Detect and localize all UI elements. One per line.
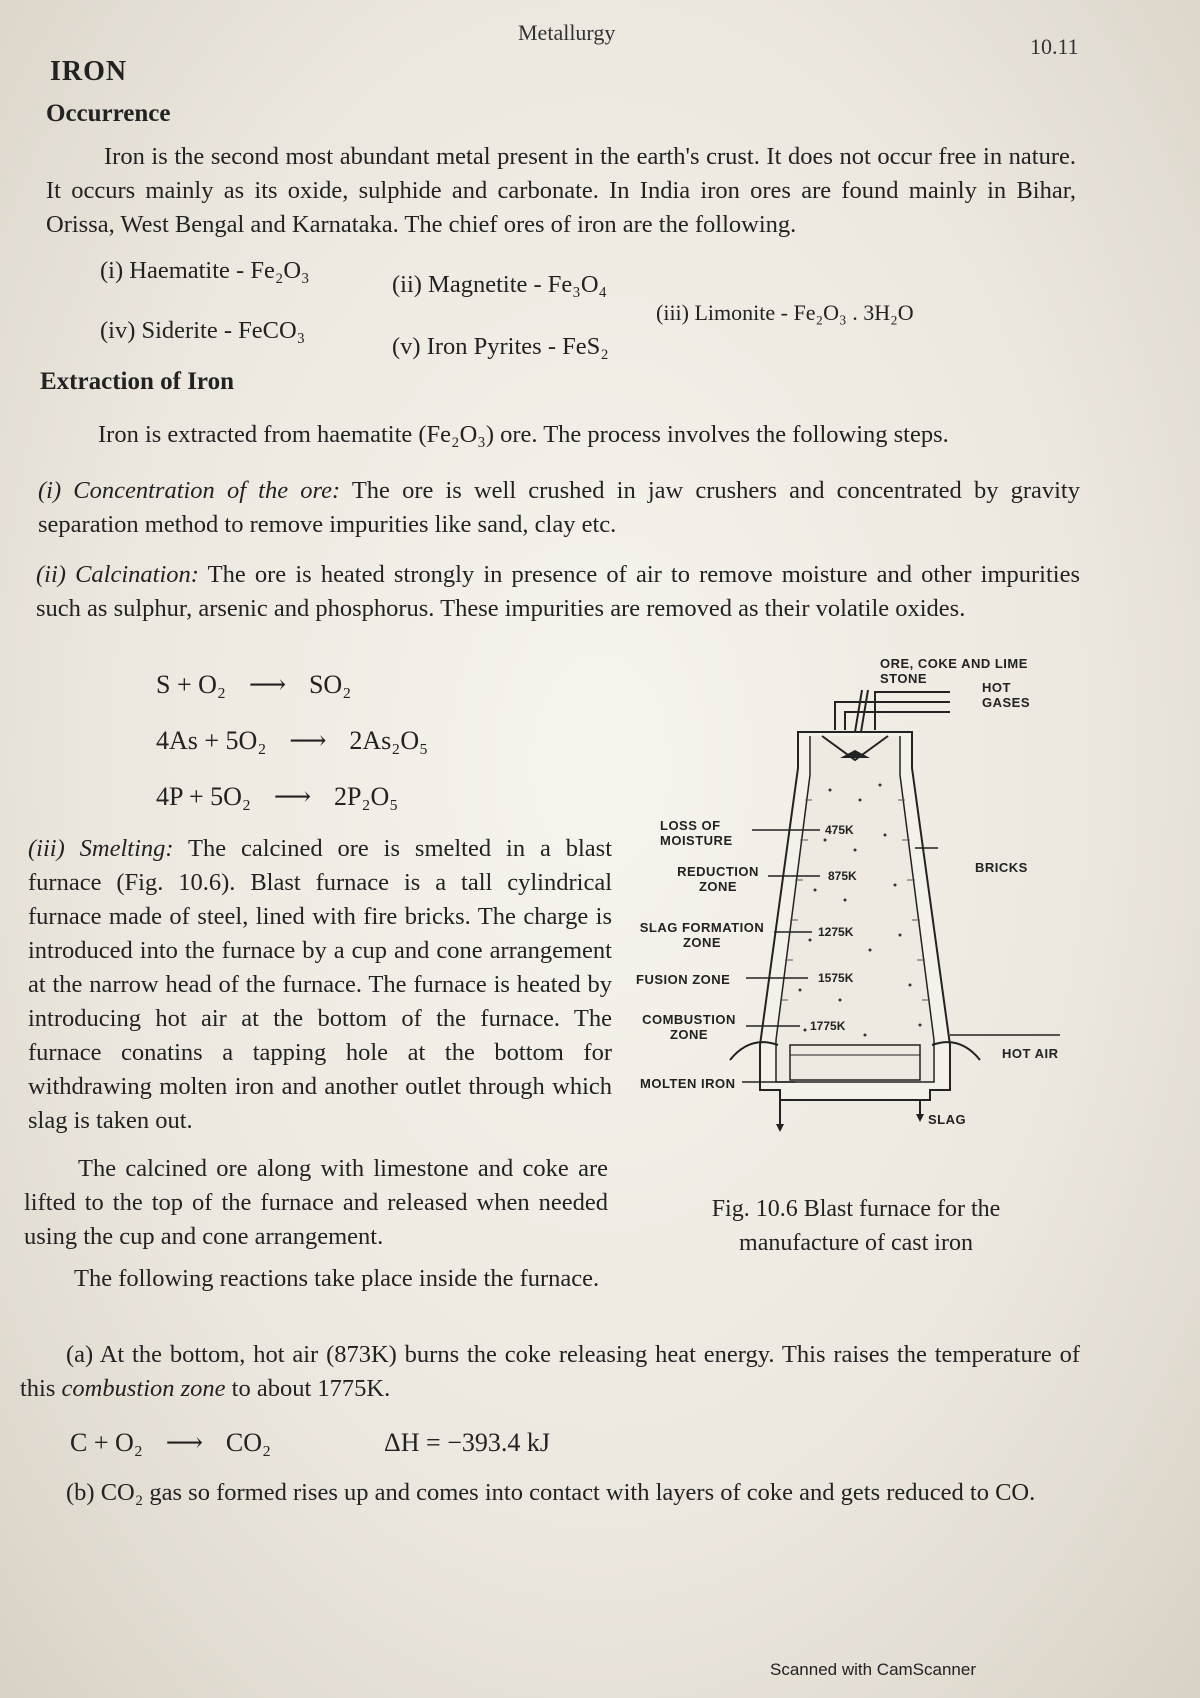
equation-row [156,670,351,700]
figure-label-hot-air: HOT AIR [1002,1046,1059,1061]
extraction-intro: Iron is extracted from haematite (Fe₂O₃) ore. The process involves the following steps. [98,421,949,448]
figure-label-molten-iron: MOLTEN IRON [640,1076,736,1091]
section-title: IRON [50,56,128,87]
equation-lhs: C + O₂ [70,1428,143,1457]
smelting-title: (iii) Smelting: [28,835,174,862]
occurrence-heading: Occurrence [46,100,171,127]
reactions-intro-paragraph: The following reactions take place inside the furnace. [74,1265,600,1292]
figure-label-loss-moisture: LOSS OF MOISTURE [660,818,733,848]
equation-rhs: CO₂ [225,1428,272,1457]
reaction-arrow-icon: ⟶ [273,782,312,811]
reaction-arrow-icon: ⟶ [248,670,287,699]
figure-label-slag: SLAG [928,1112,967,1127]
equation-row [156,782,398,812]
figure-label-reduction: REDUCTION ZONE [677,864,759,894]
ore-item: (iii) Limonite - Fe₂O₃ . 3H₂O [656,300,914,325]
reaction-arrow-icon: ⟶ [165,1428,203,1457]
reaction-a-equation [70,1428,550,1458]
ore-item: (ii) Magnetite - Fe₃O₄ [392,271,608,298]
page-number: 10.11 [1030,34,1079,59]
blast-furnace-diagram [630,650,1080,1180]
reaction-arrow-icon: ⟶ [289,726,327,755]
equation-lhs: 4As + 5O₂ [156,726,267,755]
equation-lhs: S + O₂ [156,670,226,699]
reaction-a-label: (a) [66,1341,94,1368]
reaction-b-paragraph: (b) CO₂ gas so formed rises up and comes into contact with layers of coke and gets reduced to CO. [66,1479,1036,1506]
smelting-text: The calcined ore is smelted in a blast furnace (Fig. 10.6). Blast furnace is a tall cylindrical furnace made of steel, lined with fire bricks. The charge is introduced into the furnace by a cup and cone arrangement at the narrow head of the furnace. The furnace is heated by introducing hot air at the bottom of the furnace. The furnace conatins a tapping hole at the bottom for withdrawing molten iron and another outlet through which slag is taken out. [28,835,613,1134]
reaction-a-text-end: to about 1775K. [231,1375,391,1402]
occurrence-paragraph: Iron is the second most abundant metal present in the earth's crust. It does not occur free in nature. It occurs mainly as its oxide, sulphide and carbonate. In India iron ores are found mainly in Bihar, Orissa, West Bengal and Karnataka. The chief ores of iron are the following. [46,143,1076,238]
figure-caption: Fig. 10.6 Blast furnace for the manufacture of cast iron [711,1196,1001,1256]
blast-furnace-figure [630,650,1080,1180]
calcination-text: The ore is heated strongly in presence of air to remove moisture and other impurities such as sulphur, arsenic and phosphorus. These impurities are removed as their volatile oxides. [36,561,1080,622]
concentration-paragraph [38,474,1080,542]
ore-item: (i) Haematite - Fe₂O₃ [100,257,310,284]
reaction-a-italic: combustion zone [61,1375,226,1402]
figure-label-fusion: FUSION ZONE [636,972,731,987]
calcination-title: (ii) Calcination: [36,561,199,588]
temp-label: 875K [828,869,857,883]
figure-label-hot-gases: HOT GASES [982,680,1031,710]
extraction-heading: Extraction of Iron [40,368,234,395]
scanner-watermark: Scanned with CamScanner [770,1660,977,1679]
running-header: Metallurgy [518,20,616,45]
equation-rhs: 2P₂O₅ [334,782,399,811]
equation-lhs: 4P + 5O₂ [156,782,251,811]
ore-item: (v) Iron Pyrites - FeS₂ [392,333,609,360]
ore-item: (iv) Siderite - FeCO₃ [100,317,306,344]
equation-row [156,726,428,756]
figure-label-bricks: BRICKS [975,860,1028,875]
calcination-paragraph [36,558,1080,626]
figure-label-slag-formation: SLAG FORMATION ZONE [639,920,765,950]
figure-label-combustion: COMBUSTION ZONE [642,1012,736,1042]
cup-cone-paragraph: The calcined ore along with limestone and coke are lifted to the top of the furnace and released when needed using the cup and cone arrangement. [24,1155,608,1250]
concentration-text: The ore is well crushed in jaw crushers and concentrated by gravity separation method to remove impurities like sand, clay etc. [38,477,1080,538]
equation-rhs: SO₂ [308,670,352,699]
smelting-paragraph [28,832,612,1138]
enthalpy-value: ΔH = −393.4 kJ [384,1428,550,1457]
temp-label: 475K [825,823,854,837]
temp-label: 1275K [818,925,854,939]
reaction-a-text: At the bottom, hot air (873K) burns the coke releasing heat energy. This raises the temperature of this [20,1341,1080,1402]
concentration-title: (i) Concentration of the ore: [38,477,341,504]
temp-label: 1575K [818,971,854,985]
figure-label-input: ORE, COKE AND LIME STONE [880,656,1028,686]
temp-label: 1775K [810,1019,846,1033]
reaction-a-paragraph [20,1338,1080,1406]
equation-rhs: 2As₂O₅ [349,726,429,755]
